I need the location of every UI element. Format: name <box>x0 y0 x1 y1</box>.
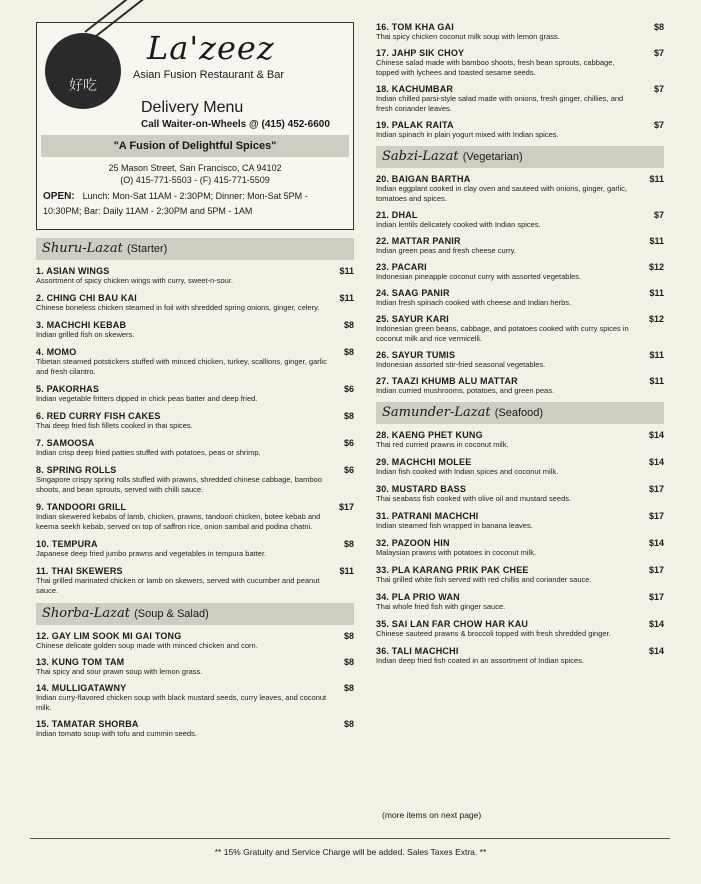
item-description: Indian curried mushrooms, potatoes, and green peas. <box>376 386 555 395</box>
item-price: $14 <box>648 619 664 629</box>
menu-item <box>376 120 664 140</box>
menu-item <box>376 592 664 612</box>
item-price: $14 <box>648 538 664 548</box>
item-name: 13. KUNG TOM TAM <box>36 657 125 667</box>
item-name: 20. BAIGAN BARTHA <box>376 174 471 184</box>
menu-item <box>376 457 664 477</box>
item-price: $11 <box>649 350 664 360</box>
delivery-title: Delivery Menu <box>141 99 244 116</box>
menu-item <box>376 262 664 282</box>
menu-item <box>376 565 664 585</box>
item-name: 5. PAKORHAS <box>36 384 100 394</box>
item-price: $8 <box>343 320 354 330</box>
item-description: Indian grilled fish on skewers. <box>36 330 135 339</box>
menu-item <box>36 384 354 404</box>
hours-text: Lunch: Mon-Sat 11AM - 2:30PM; Dinner: Mon-Sat 5PM - 10:30PM; Bar: Daily 11AM - 2:30PM and 5PM - 1AM <box>43 191 308 216</box>
menu-item <box>376 314 664 344</box>
item-price: $14 <box>648 646 664 656</box>
item-price: $11 <box>649 288 664 298</box>
item-description: Indian deep fried fish coated in an assortment of Indian spices. <box>376 656 585 665</box>
item-description: Thai spicy and sour prawn soup with lemon grass. <box>36 667 203 676</box>
item-price: $7 <box>653 120 664 130</box>
item-price: $8 <box>343 683 354 693</box>
left-column <box>36 22 354 745</box>
item-description: Indonesian green beans, cabbage, and potatoes cooked with curry spices in coconut milk and rice vermicelli. <box>376 324 629 343</box>
item-name: 36. TALI MACHCHI <box>376 646 459 656</box>
item-description: Chinese salad made with bamboo shoots, fresh bean sprouts, cabbage, topped with lychees and toasted sesame seeds. <box>376 58 615 77</box>
restaurant-name: La'zeez <box>147 29 275 67</box>
section-starters-header <box>36 238 354 260</box>
menu-item <box>376 84 664 114</box>
item-price: $7 <box>653 84 664 94</box>
menu-item <box>36 347 354 377</box>
section-subtitle: (Starter) <box>126 243 168 255</box>
item-name: 24. SAAG PANIR <box>376 288 450 298</box>
open-label: OPEN: <box>43 191 75 202</box>
item-description: Indian lentils delicately cooked with Indian spices. <box>376 220 541 229</box>
item-price: $17 <box>338 502 354 512</box>
menu-item <box>376 22 664 42</box>
item-price: $8 <box>343 411 354 421</box>
menu-item <box>376 484 664 504</box>
menu-item <box>376 646 664 666</box>
item-description: Indian fish cooked with Indian spices and coconut milk. <box>376 467 559 476</box>
item-name: 18. KACHUMBAR <box>376 84 454 94</box>
item-price: $11 <box>649 174 664 184</box>
item-description: Indian spinach in plain yogurt mixed with Indian spices. <box>376 130 559 139</box>
item-description: Indian skewered kebabs of lamb, chicken, prawns, tandoori chicken, botee kebab and keema seekh kebab, served on top of saffron rice, onion sambal and podina chatni. <box>36 512 321 531</box>
item-price: $17 <box>648 484 664 494</box>
menu-item <box>376 430 664 450</box>
section-subtitle: (Seafood) <box>494 407 544 419</box>
menu-item <box>36 566 354 596</box>
item-description: Indian steamed fish wrapped in banana leaves. <box>376 521 533 530</box>
slogan: "A Fusion of Delightful Spices" <box>41 135 349 157</box>
item-price: $6 <box>343 384 354 394</box>
section-title: Shuru-Lazat <box>42 241 123 256</box>
header-box <box>36 22 354 230</box>
item-description: Chinese boneless chicken steamed in foil with shredded spring onions, ginger, celery. <box>36 303 320 312</box>
item-description: Japanese deep fried jumbo prawns and vegetables in tempura batter. <box>36 549 267 558</box>
menu-item <box>36 539 354 559</box>
item-name: 14. MULLIGATAWNY <box>36 683 127 693</box>
delivery-phone: Call Waiter-on-Wheels @ (415) 452-6600 <box>141 119 330 130</box>
menu-item <box>36 631 354 651</box>
item-description: Thai whole fried fish with ginger sauce. <box>376 602 506 611</box>
footer-divider <box>30 838 670 839</box>
item-name: 35. SAI LAN FAR CHOW HAR KAU <box>376 619 529 629</box>
item-price: $8 <box>343 347 354 357</box>
item-price: $11 <box>649 236 664 246</box>
item-description: Indian curry-flavored chicken soup with black mustard seeds, curry leaves, and coconut milk. <box>36 693 327 712</box>
footer-note: ** 15% Gratuity and Service Charge will be added. Sales Taxes Extra. ** <box>214 847 487 857</box>
phone-numbers: (O) 415-771-5503 - (F) 415-771-5509 <box>120 175 270 185</box>
item-description: Assortment of spicy chicken wings with curry, sweet-n-sour. <box>36 276 234 285</box>
item-price: $17 <box>648 592 664 602</box>
item-description: Chinese sauteed prawns & broccoli topped with fresh shredded ginger. <box>376 629 611 638</box>
item-description: Indian fresh spinach cooked with cheese and Indian herbs. <box>376 298 572 307</box>
right-column <box>376 22 664 673</box>
menu-item <box>36 293 354 313</box>
section-seafood-header <box>376 402 664 424</box>
starters-list <box>36 266 354 596</box>
menu-item <box>36 719 354 739</box>
item-description: Thai seabass fish cooked with olive oil and mustard seeds. <box>376 494 572 503</box>
menu-item <box>36 411 354 431</box>
menu-item <box>36 438 354 458</box>
item-name: 8. SPRING ROLLS <box>36 465 117 475</box>
item-price: $12 <box>648 314 664 324</box>
item-description: Thai deep fried fish fillets cooked in thai spices. <box>36 421 193 430</box>
item-name: 32. PAZOON HIN <box>376 538 450 548</box>
item-price: $6 <box>343 438 354 448</box>
item-description: Indian chilled parsi-style salad made with onions, fresh ginger, chillies, and fresh coriander leaves. <box>376 94 624 113</box>
item-name: 6. RED CURRY FISH CAKES <box>36 411 161 421</box>
veg-list <box>376 174 664 396</box>
item-description: Singapore crispy spring rolls stuffed with prawns, shredded chinese cabbage, bamboo shoots, and bean sprouts, served with chilli sauce. <box>36 475 322 494</box>
item-name: 25. SAYUR KARI <box>376 314 449 324</box>
item-name: 31. PATRANI MACHCHI <box>376 511 479 521</box>
item-price: $8 <box>343 657 354 667</box>
item-description: Chinese delicate golden soup made with minced chicken and corn. <box>36 641 258 650</box>
item-name: 27. TAAZI KHUMB ALU MATTAR <box>376 376 518 386</box>
item-name: 22. MATTAR PANIR <box>376 236 461 246</box>
item-price: $7 <box>653 48 664 58</box>
menu-item <box>376 210 664 230</box>
item-price: $11 <box>339 293 354 303</box>
item-description: Indonesian pineapple coconut curry with assorted vegetables. <box>376 272 582 281</box>
more-items-note: (more items on next page) <box>382 810 482 820</box>
menu-item <box>376 376 664 396</box>
address: 25 Mason Street, San Francisco, CA 94102 <box>108 163 282 173</box>
item-name: 16. TOM KHA GAI <box>376 22 455 32</box>
menu-item <box>36 502 354 532</box>
section-subtitle: (Vegetarian) <box>462 151 523 163</box>
item-price: $6 <box>343 465 354 475</box>
item-name: 15. TAMATAR SHORBA <box>36 719 139 729</box>
item-price: $11 <box>339 266 354 276</box>
menu-item <box>376 350 664 370</box>
item-name: 33. PLA KARANG PRIK PAK CHEE <box>376 565 529 575</box>
item-description: Indian vegetable fritters dipped in chick peas batter and deep fried. <box>36 394 258 403</box>
menu-item <box>376 619 664 639</box>
menu-item <box>376 288 664 308</box>
item-name: 29. MACHCHI MOLEE <box>376 457 472 467</box>
menu-item <box>36 683 354 713</box>
menu-item <box>36 465 354 495</box>
item-description: Thai spicy chicken coconut milk soup with lemon grass. <box>376 32 560 41</box>
restaurant-tagline: Asian Fusion Restaurant & Bar <box>133 69 285 81</box>
opening-hours <box>43 189 347 218</box>
menu-item <box>376 236 664 256</box>
section-title: Samunder-Lazat <box>382 405 491 420</box>
section-soups-header <box>36 603 354 625</box>
item-price: $8 <box>343 631 354 641</box>
item-description: Indian green peas and fresh cheese curry. <box>376 246 516 255</box>
item-price: $11 <box>339 566 354 576</box>
menu-item <box>376 174 664 204</box>
item-name: 4. MOMO <box>36 347 77 357</box>
item-price: $8 <box>343 719 354 729</box>
item-name: 21. DHAL <box>376 210 418 220</box>
section-subtitle: (Soup & Salad) <box>134 608 209 620</box>
section-veg-header <box>376 146 664 168</box>
item-price: $8 <box>343 539 354 549</box>
item-name: 3. MACHCHI KEBAB <box>36 320 127 330</box>
item-price: $12 <box>648 262 664 272</box>
menu-item <box>376 48 664 78</box>
menu-item <box>36 266 354 286</box>
item-description: Indian crisp deep fried patties stuffed with potatoes, peas or shrimp. <box>36 448 261 457</box>
item-description: Indian tomato soup with tofu and cummin seeds. <box>36 729 197 738</box>
section-title: Shorba-Lazat <box>42 606 130 621</box>
item-description: Tibetan steamed potstickers stuffed with minced chicken, turkey, scallions, ginger, garlic and fresh cilantro. <box>36 357 327 376</box>
item-name: 10. TEMPURA <box>36 539 98 549</box>
item-price: $8 <box>653 22 664 32</box>
chopsticks-bowl-logo <box>45 33 121 109</box>
item-price: $17 <box>648 511 664 521</box>
item-name: 12. GAY LIM SOOK MI GAI TONG <box>36 631 182 641</box>
item-price: $7 <box>653 210 664 220</box>
menu-item <box>36 320 354 340</box>
item-price: $14 <box>648 430 664 440</box>
item-name: 26. SAYUR TUMIS <box>376 350 456 360</box>
soups-right-list <box>376 22 664 140</box>
item-price: $17 <box>648 565 664 575</box>
item-name: 2. CHING CHI BAU KAI <box>36 293 138 303</box>
item-name: 30. MUSTARD BASS <box>376 484 467 494</box>
item-price: $14 <box>648 457 664 467</box>
soups-list <box>36 631 354 739</box>
menu-item <box>36 657 354 677</box>
item-name: 19. PALAK RAITA <box>376 120 454 130</box>
item-name: 11. THAI SKEWERS <box>36 566 123 576</box>
item-name: 1. ASIAN WINGS <box>36 266 110 276</box>
section-title: Sabzi-Lazat <box>382 149 459 164</box>
seafood-list <box>376 430 664 666</box>
item-description: Thai grilled marinated chicken or lamb on skewers, served with cucumber and peanut sauce. <box>36 576 320 595</box>
item-description: Thai red curried prawns in coconut milk. <box>376 440 509 449</box>
item-description: Indian eggplant cooked in clay oven and sauteed with onions, ginger, garlic, tomatoes and spices. <box>376 184 628 203</box>
item-description: Indonesian assorted stir-fried seasonal vegetables. <box>376 360 546 369</box>
item-name: 28. KAENG PHET KUNG <box>376 430 483 440</box>
item-name: 17. JAHP SIK CHOY <box>376 48 465 58</box>
item-name: 23. PACARI <box>376 262 427 272</box>
item-name: 9. TANDOORI GRILL <box>36 502 127 512</box>
item-price: $11 <box>649 376 664 386</box>
item-description: Malaysian prawns with potatoes in coconut milk. <box>376 548 537 557</box>
item-description: Thai grilled white fish served with red chillis and coriander sauce. <box>376 575 592 584</box>
menu-item <box>376 538 664 558</box>
item-name: 34. PLA PRIO WAN <box>376 592 460 602</box>
logo-glyph: 好吃 <box>69 78 97 94</box>
menu-item <box>376 511 664 531</box>
item-name: 7. SAMOOSA <box>36 438 95 448</box>
